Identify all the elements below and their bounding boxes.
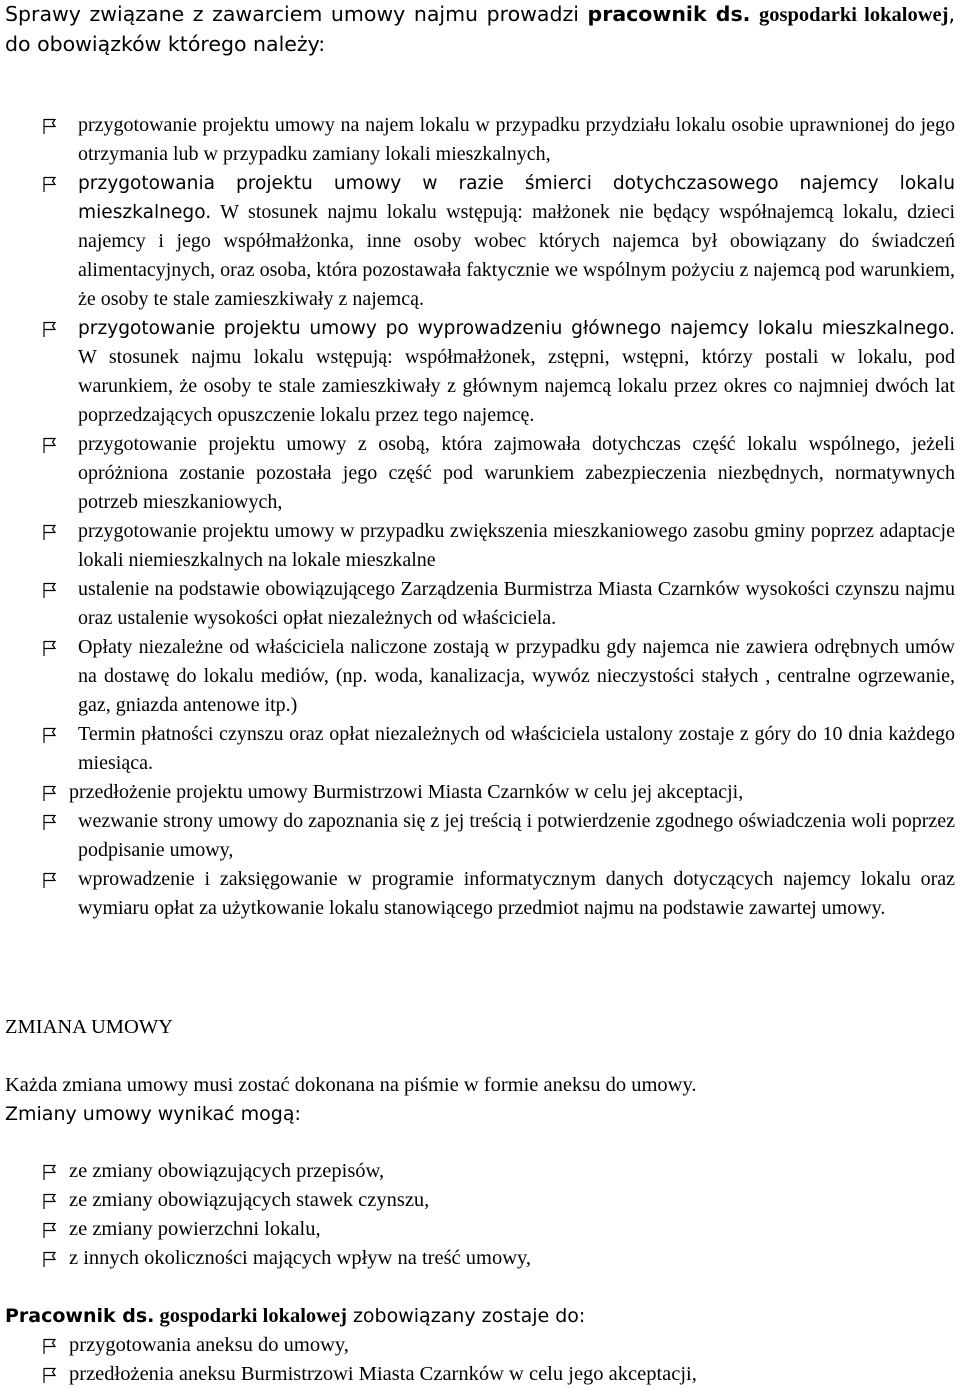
obligation-text: przedłożenia aneksu Burmistrzowi Miasta Czarnków w celu jego akceptacji, bbox=[69, 1363, 697, 1385]
list-item bbox=[5, 1331, 955, 1360]
duty-text: Opłaty niezależne od właściciela naliczone zostają w przypadku gdy najemca nie zawiera odrębnych umów na dostawę do lokalu mediów, (np. woda, kanalizacja, wywóz nieczystości stałych , centralne ogrzewanie, gaz, gniazda antenowe itp.) bbox=[78, 636, 955, 716]
duty-text: przygotowanie projektu umowy z osobą, która zajmowała dotychczas część lokalu wspólnego, jeżeli opróżniona zostanie pozostała jego część pod warunkiem zabezpieczenia niezbędnych, normatywnych potrzeb mieszkaniowych, bbox=[78, 433, 955, 513]
list-item bbox=[5, 517, 955, 575]
duties-list bbox=[5, 111, 955, 923]
list-item bbox=[5, 778, 955, 807]
flag-icon bbox=[41, 1192, 59, 1210]
obligation-bold-1: Pracownik ds. bbox=[5, 1305, 155, 1327]
flag-icon bbox=[41, 1163, 59, 1181]
list-item bbox=[5, 1360, 955, 1389]
list-item bbox=[5, 1244, 955, 1273]
flag-icon bbox=[41, 1366, 59, 1384]
section-heading: ZMIANA UMOWY bbox=[5, 1016, 173, 1038]
flag-icon bbox=[41, 726, 59, 744]
flag-icon bbox=[41, 1337, 59, 1355]
flag-icon bbox=[41, 1221, 59, 1239]
duty-text-cont: W stosunek najmu lokalu wstępują: współmałżonek, zstępni, wstępni, którzy postali w lokalu, pod warunkiem, że osoby te stale zamieszkiwały z głównym najemcą lokalu przez okres co najmniej dwóch lat poprzedzających opuszczenie lokalu przez tego najemcę. bbox=[78, 346, 955, 426]
flag-icon bbox=[41, 117, 59, 135]
intro-bold-1: pracownik ds. bbox=[587, 2, 751, 26]
duty-text-cont: W stosunek najmu lokalu wstępują: małżonek nie będący współnajemcą lokalu, dzieci najemcy i jego współmałżonka, inne osoby wobec których najemca był obowiązany do świadczeń alimentacyjnych, oraz osoba, która pozostawała faktycznie we wspólnym pożyciu z najemcą pod warunkiem, że osoby te stale zamieszkiwały z najemcą. bbox=[78, 201, 955, 310]
flag-icon bbox=[41, 639, 59, 657]
flag-icon bbox=[41, 175, 59, 193]
intro-paragraph bbox=[5, 0, 955, 59]
duty-text: przygotowanie projektu umowy po wyprowadzeniu głównego najemcy lokalu mieszkalnego. bbox=[78, 318, 955, 339]
list-item bbox=[5, 169, 955, 314]
change-text: z innych okoliczności mających wpływ na treść umowy, bbox=[69, 1247, 532, 1269]
obligation-paragraph bbox=[5, 1302, 955, 1331]
flag-icon bbox=[41, 581, 59, 599]
obligation-bold-2: gospodarki lokalowej bbox=[159, 1305, 347, 1327]
duty-text: przedłożenie projektu umowy Burmistrzowi Miasta Czarnków w celu jej akceptacji, bbox=[69, 781, 744, 803]
list-item bbox=[5, 865, 955, 923]
obligations-list bbox=[5, 1331, 955, 1389]
flag-icon bbox=[41, 523, 59, 541]
list-item bbox=[5, 1157, 955, 1186]
intro-rest: , do obowiązków którego należy: bbox=[5, 2, 955, 56]
duty-text: wezwanie strony umowy do zapoznania się z jej treścią i potwierdzenie zgodnego oświadczenia woli poprzez podpisanie umowy, bbox=[78, 810, 955, 861]
document-page bbox=[5, 0, 955, 1385]
change-text: ze zmiany obowiązujących stawek czynszu, bbox=[69, 1189, 430, 1211]
change-text: ze zmiany powierzchni lokalu, bbox=[69, 1218, 321, 1240]
flag-icon bbox=[41, 871, 59, 889]
intro-text: Sprawy związane z zawarciem umowy najmu prowadzi bbox=[5, 2, 588, 26]
obligation-rest: zobowiązany zostaje do: bbox=[346, 1305, 586, 1327]
flag-icon bbox=[41, 1250, 59, 1268]
change-text: ze zmiany obowiązujących przepisów, bbox=[69, 1160, 385, 1182]
list-item bbox=[5, 633, 955, 720]
flag-icon bbox=[41, 784, 59, 802]
list-item bbox=[5, 1215, 955, 1244]
list-item bbox=[5, 807, 955, 865]
list-item bbox=[5, 314, 955, 430]
list-item bbox=[5, 575, 955, 633]
intro-space bbox=[750, 2, 759, 26]
duty-text: przygotowanie projektu umowy na najem lokalu w przypadku przydziału lokalu osobie uprawnionej do jego otrzymania lub w przypadku zamiany lokali mieszkalnych, bbox=[78, 114, 955, 165]
duty-text: przygotowania projektu umowy w razie śmierci dotychczasowego najemcy lokalu mieszkalnego. bbox=[78, 173, 955, 223]
change-paragraph bbox=[5, 1071, 955, 1129]
duty-text: Termin płatności czynszu oraz opłat niezależnych od właściciela ustalony zostaje z góry do 10 dnia każdego miesiąca. bbox=[78, 723, 955, 774]
list-item bbox=[5, 720, 955, 778]
list-item bbox=[5, 430, 955, 517]
list-item bbox=[5, 111, 955, 169]
flag-icon bbox=[41, 436, 59, 454]
intro-bold-2: gospodarki lokalowej bbox=[759, 4, 949, 26]
duty-text: wprowadzenie i zaksięgowanie w programie informatycznym danych dotyczących najemcy lokalu oraz wymiaru opłat za użytkowanie lokalu stanowiącego przedmiot najmu na podstawie zawartej umowy. bbox=[78, 868, 955, 919]
duty-text: ustalenie na podstawie obowiązującego Zarządzenia Burmistrza Miasta Czarnków wysokości czynszu najmu oraz ustalenie wysokości opłat niezależnych od właściciela. bbox=[78, 578, 955, 629]
flag-icon bbox=[41, 813, 59, 831]
flag-icon bbox=[41, 320, 59, 338]
obligation-text: przygotowania aneksu do umowy, bbox=[69, 1334, 349, 1356]
change-paragraph-line1: Każda zmiana umowy musi zostać dokonana na piśmie w formie aneksu do umowy. bbox=[5, 1074, 697, 1096]
list-item bbox=[5, 1186, 955, 1215]
changes-list bbox=[5, 1157, 955, 1273]
duty-text: przygotowanie projektu umowy w przypadku zwiększenia mieszkaniowego zasobu gminy poprzez adaptacje lokali niemieszkalnych na lokale mieszkalne bbox=[78, 520, 955, 571]
change-paragraph-line2: Zmiany umowy wynikać mogą: bbox=[5, 1103, 301, 1125]
